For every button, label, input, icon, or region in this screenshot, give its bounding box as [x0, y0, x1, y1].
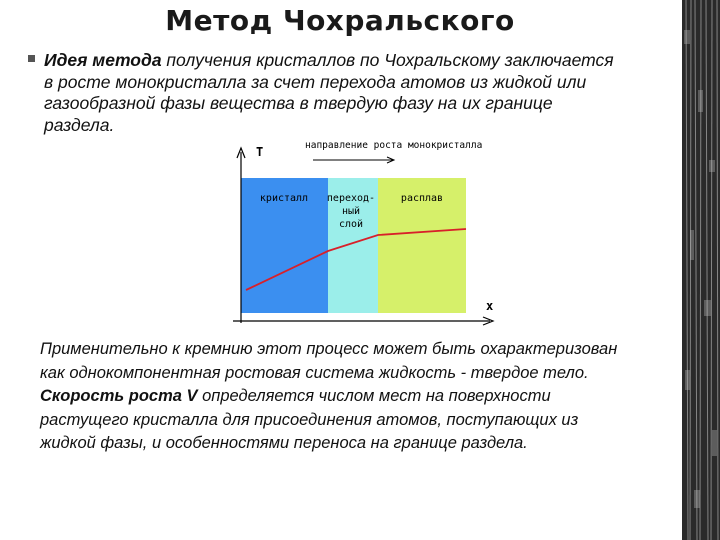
- torn-edge-pattern: [682, 0, 720, 540]
- bullet-body: получения кристаллов по Чохральскому заключается в росте монокристалла за счет перехода атомов из жидкой или газообразной фазы вещества в твердую фазу на их границе раздела.: [44, 50, 614, 135]
- paragraph-2: [40, 385, 620, 456]
- bullet-square-icon: [28, 55, 35, 62]
- paragraph-2-emphasis: Скорость роста V: [40, 387, 198, 405]
- decorative-right-border: [682, 0, 720, 540]
- direction-label: направление роста монокристалла: [305, 140, 483, 151]
- zone-melt-label: расплав: [400, 193, 444, 204]
- bullet-paragraph: [28, 50, 618, 136]
- zone-transition-label-1: переход-: [326, 193, 376, 204]
- slide-title: Метод Чохральского: [165, 4, 515, 37]
- y-axis-label: T: [256, 145, 264, 159]
- zone-transition-label-2: ный: [341, 206, 361, 217]
- zone-transition-label-3: слой: [338, 219, 364, 230]
- bullet-emphasis: Идея метода: [44, 50, 162, 70]
- paragraph-2-body: определяется числом мест на поверхности растущего кристалла для присоединения атомов, поступающих из жидкой фазы, и особенностями переноса на границе раздела.: [40, 387, 579, 452]
- x-axis-label: x: [486, 299, 494, 313]
- description-block: [40, 338, 620, 456]
- zone-crystal-label: кристалл: [259, 193, 309, 204]
- paragraph-1: Применительно к кремнию этот процесс может быть охарактеризован как однокомпонентная ростовая система жидкость - твердое тело.: [40, 340, 618, 382]
- growth-diagram: [228, 138, 503, 338]
